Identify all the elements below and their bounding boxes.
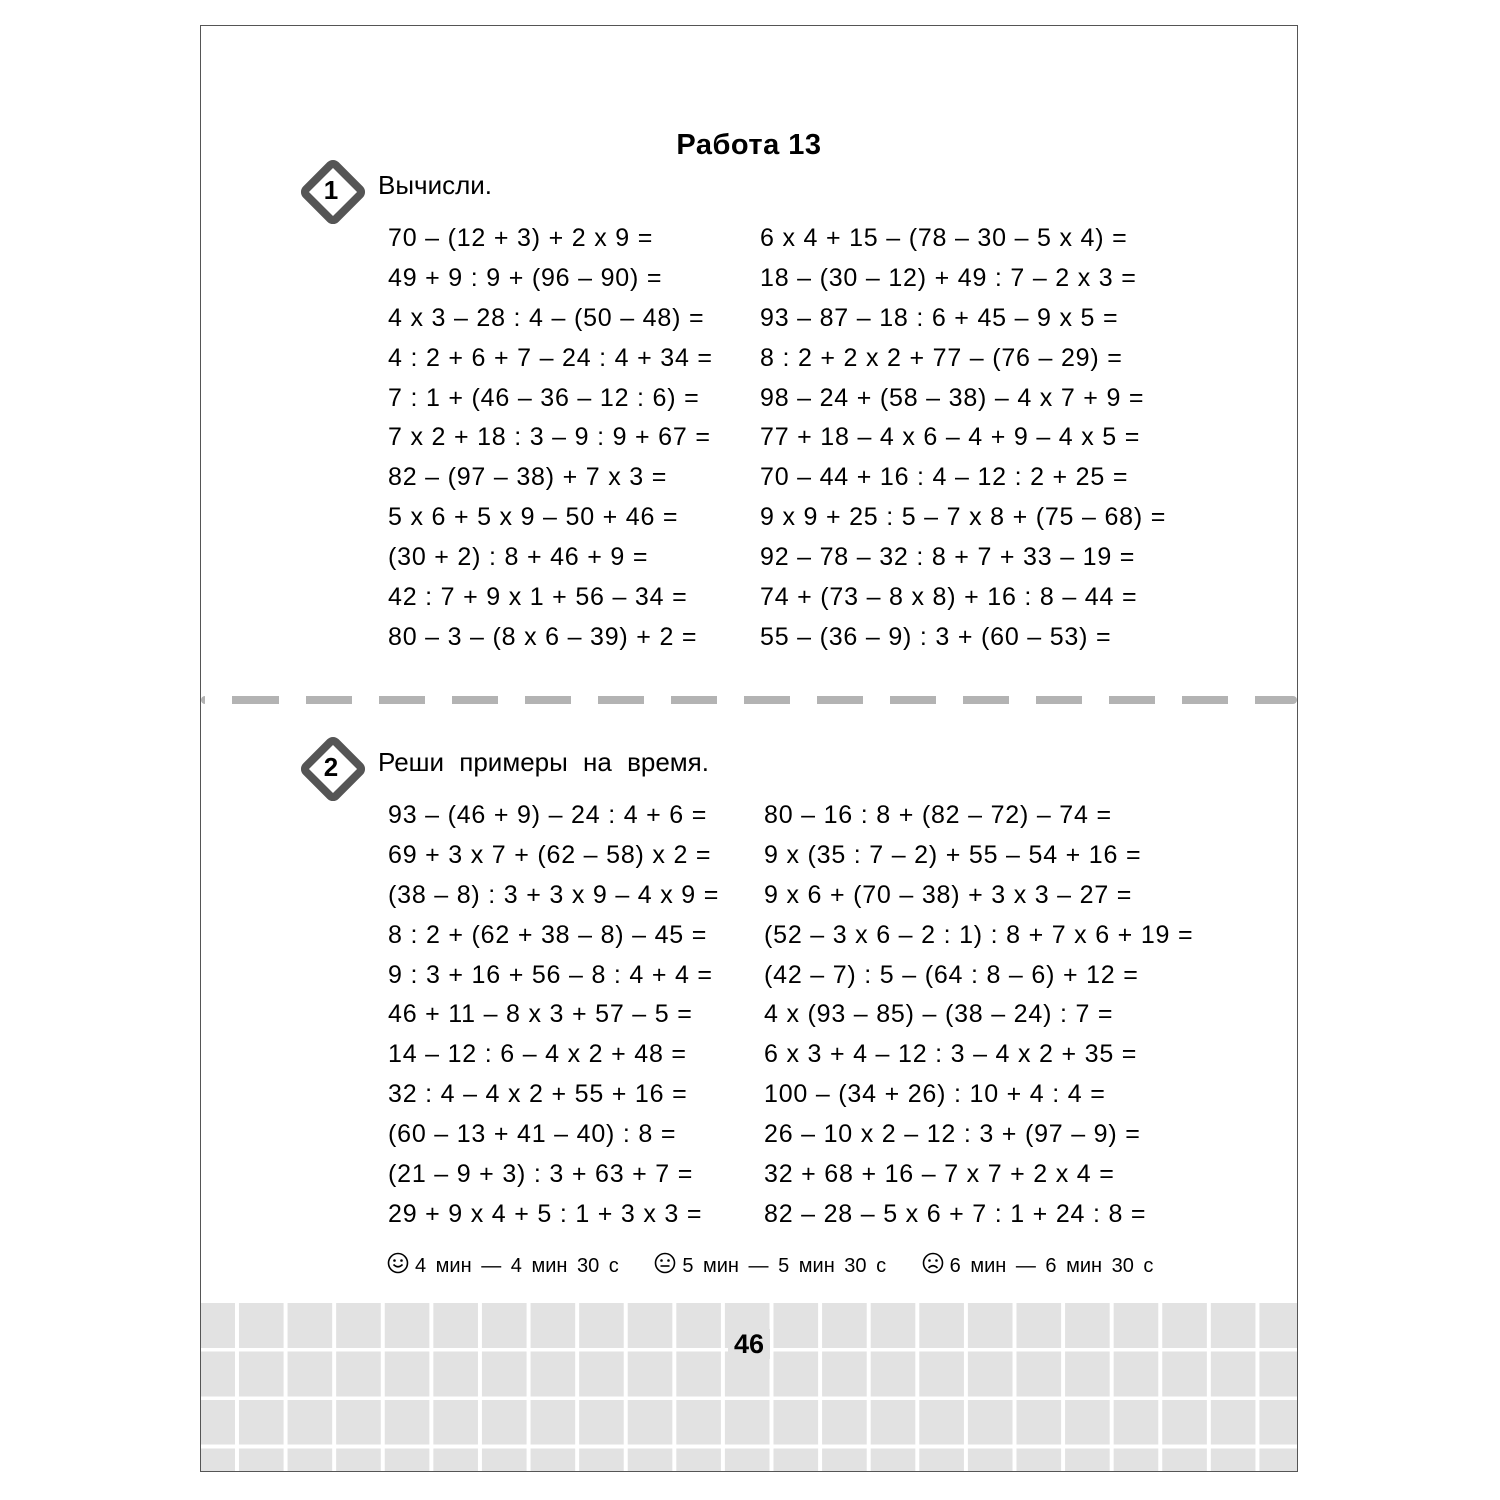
task-2-number: 2 (323, 752, 339, 782)
expression: 4 : 2 + 6 + 7 – 24 : 4 + 34 = (388, 343, 713, 372)
task-1-number: 1 (323, 175, 339, 205)
expression: 100 – (34 + 26) : 10 + 4 : 4 = (764, 1080, 1106, 1109)
expression: 6 x 4 + 15 – (78 – 30 – 5 x 4) = (760, 224, 1128, 252)
expression: 8 : 2 + (62 + 38 – 8) – 45 = (388, 920, 708, 949)
expression: 6 x 3 + 4 – 12 : 3 – 4 x 2 + 35 = (764, 1040, 1138, 1069)
expression: 8 : 2 + 2 x 2 + 77 – (76 – 29) = (760, 343, 1123, 372)
expression: 9 x 6 + (70 – 38) + 3 x 3 – 27 = (764, 880, 1133, 909)
expression: 32 + 68 + 16 – 7 x 7 + 2 x 4 = (764, 1160, 1115, 1189)
expression: (21 – 9 + 3) : 3 + 63 + 7 = (388, 1160, 694, 1189)
task-2-right-column (764, 796, 1193, 1235)
expression: 4 x (93 – 85) – (38 – 24) : 7 = (764, 1000, 1114, 1029)
time-limit-good (387, 1252, 619, 1278)
task-1-badge (298, 157, 364, 223)
sad-face-icon (922, 1252, 944, 1274)
expression: 42 : 7 + 9 x 1 + 56 – 34 = (388, 583, 688, 612)
task-2-title: Реши примеры на время. (378, 747, 709, 777)
expression: (60 – 13 + 41 – 40) : 8 = (388, 1120, 677, 1149)
expression: 93 – (46 + 9) – 24 : 4 + 6 = (388, 801, 708, 829)
expression: 70 – 44 + 16 : 4 – 12 : 2 + 25 = (760, 463, 1129, 492)
expression: 98 – 24 + (58 – 38) – 4 x 7 + 9 = (760, 383, 1145, 412)
expression: 93 – 87 – 18 : 6 + 45 – 9 x 5 = (760, 303, 1119, 332)
expression: 77 + 18 – 4 x 6 – 4 + 9 – 4 x 5 = (760, 423, 1141, 452)
task-2-left-column (388, 796, 719, 1235)
expression: 18 – (30 – 12) + 49 : 7 – 2 x 3 = (760, 263, 1137, 292)
expression: 26 – 10 x 2 – 12 : 3 + (97 – 9) = (764, 1120, 1141, 1149)
task-2-badge (298, 734, 364, 800)
dashed-divider (201, 696, 1297, 704)
task-1-left-column (388, 219, 713, 658)
expression: 9 x 9 + 25 : 5 – 7 x 8 + (75 – 68) = (760, 503, 1167, 532)
expression: 46 + 11 – 8 x 3 + 57 – 5 = (388, 1000, 693, 1029)
expression: (42 – 7) : 5 – (64 : 8 – 6) + 12 = (764, 960, 1139, 989)
expression: 7 x 2 + 18 : 3 – 9 : 9 + 67 = (388, 423, 711, 452)
time-limits (387, 1252, 1183, 1278)
expression: (38 – 8) : 3 + 3 x 9 – 4 x 9 = (388, 880, 720, 909)
task-1-right-column (760, 219, 1166, 658)
page-number (201, 1329, 1297, 1360)
expression: 9 : 3 + 16 + 56 – 8 : 4 + 4 = (388, 960, 713, 989)
expression: 55 – (36 – 9) : 3 + (60 – 53) = (760, 622, 1112, 651)
task-1-title: Вычисли. (378, 170, 493, 200)
expression: 82 – 28 – 5 x 6 + 7 : 1 + 24 : 8 = (764, 1199, 1147, 1228)
time-limit-ok-text: 5 мин — 5 мин 30 с (682, 1255, 887, 1277)
happy-face-icon (387, 1252, 409, 1274)
expression: 82 – (97 – 38) + 7 x 3 = (388, 463, 668, 492)
expression: 14 – 12 : 6 – 4 x 2 + 48 = (388, 1040, 687, 1069)
time-limit-bad (922, 1252, 1154, 1278)
expression: 80 – 3 – (8 x 6 – 39) + 2 = (388, 622, 698, 651)
expression: 92 – 78 – 32 : 8 + 7 + 33 – 19 = (760, 543, 1136, 572)
expression: 74 + (73 – 8 x 8) + 16 : 8 – 44 = (760, 583, 1138, 612)
footer-grid (201, 1301, 1297, 1472)
expression: 29 + 9 x 4 + 5 : 1 + 3 x 3 = (388, 1199, 703, 1228)
time-limit-ok (654, 1252, 886, 1278)
expression: 5 x 6 + 5 x 9 – 50 + 46 = (388, 503, 679, 532)
expression: 32 : 4 – 4 x 2 + 55 + 16 = (388, 1080, 688, 1109)
expression: 7 : 1 + (46 – 36 – 12 : 6) = (388, 383, 700, 412)
expression: 4 x 3 – 28 : 4 – (50 – 48) = (388, 303, 705, 332)
expression: (52 – 3 x 6 – 2 : 1) : 8 + 7 x 6 + 19 = (764, 920, 1194, 949)
expression: 70 – (12 + 3) + 2 x 9 = (388, 224, 654, 252)
time-limit-bad-text: 6 мин — 6 мин 30 с (949, 1255, 1154, 1277)
time-limit-good-text: 4 мин — 4 мин 30 с (415, 1255, 619, 1277)
expression: 49 + 9 : 9 + (96 – 90) = (388, 263, 663, 292)
neutral-face-icon (654, 1252, 676, 1274)
expression: 69 + 3 x 7 + (62 – 58) x 2 = (388, 840, 712, 869)
workbook-page (200, 25, 1298, 1472)
expression: 9 x (35 : 7 – 2) + 55 – 54 + 16 = (764, 840, 1142, 869)
expression: 80 – 16 : 8 + (82 – 72) – 74 = (764, 801, 1112, 829)
work-title: Работа 13 (676, 129, 822, 161)
expression: (30 + 2) : 8 + 46 + 9 = (388, 543, 649, 572)
page-number-text: 46 (728, 1329, 770, 1359)
